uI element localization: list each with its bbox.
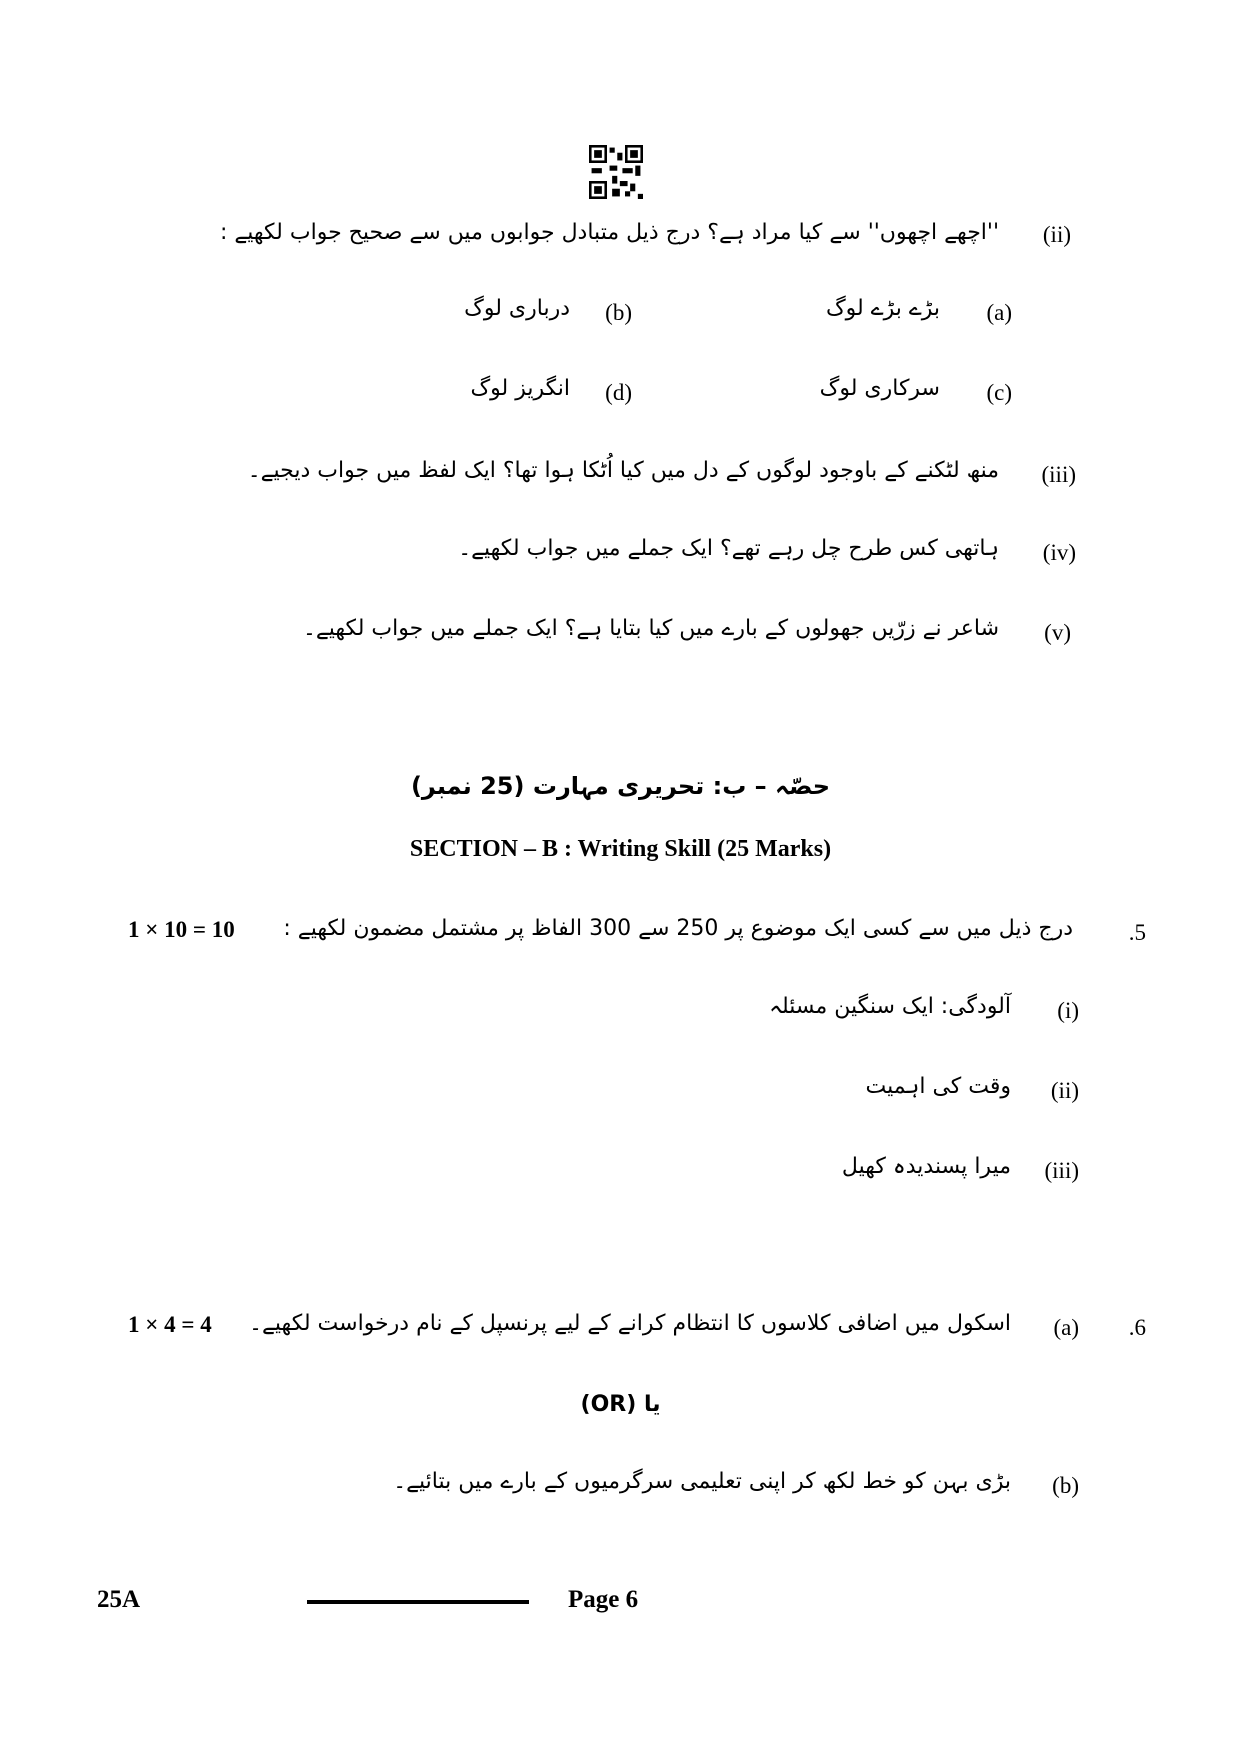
question-number: (v) bbox=[1044, 620, 1071, 645]
option-label: (b) bbox=[1052, 1473, 1079, 1498]
topic-text: آلودگی: ایک سنگین مسئلہ bbox=[769, 994, 1011, 1019]
option-label: (a) bbox=[1053, 1315, 1079, 1340]
footer-divider bbox=[307, 1600, 529, 1604]
option-text: سرکاری لوگ bbox=[819, 376, 940, 401]
option-label: (d) bbox=[605, 380, 632, 405]
option-text: انگریز لوگ bbox=[470, 376, 570, 401]
qr-code-icon bbox=[589, 145, 643, 199]
question-text: شاعر نے زرّیں جھولوں کے بارے میں کیا بتایا ہے؟ ایک جملے میں جواب لکھیے۔ bbox=[303, 616, 999, 641]
marks-allocation: 1 × 10 = 10 bbox=[128, 917, 235, 942]
question-text: ہاتھی کس طرح چل رہے تھے؟ ایک جملے میں جواب لکھیے۔ bbox=[458, 536, 999, 561]
option-text: بڑے بڑے لوگ bbox=[825, 296, 940, 321]
or-separator: یا (OR) bbox=[580, 1392, 661, 1417]
paper-code: 25A bbox=[97, 1586, 141, 1613]
option-label: (a) bbox=[986, 300, 1012, 325]
question-text: ''اچھے اچھوں'' سے کیا مراد ہے؟ درج ذیل متبادل جوابوں میں سے صحیح جواب لکھیے : bbox=[219, 220, 999, 245]
topic-number: (ii) bbox=[1050, 1078, 1079, 1103]
topic-text: وقت کی اہمیت bbox=[865, 1074, 1011, 1099]
question-text: منھ لٹکنے کے باوجود لوگوں کے دل میں کیا اُٹکا ہوا تھا؟ ایک لفظ میں جواب دیجیے۔ bbox=[247, 458, 999, 483]
option-text: درباری لوگ bbox=[464, 296, 570, 321]
question-text: بڑی بہن کو خط لکھ کر اپنی تعلیمی سرگرمیوں کے بارے میں بتائیے۔ bbox=[393, 1469, 1011, 1494]
question-number: (ii) bbox=[1042, 222, 1071, 247]
option-label: (c) bbox=[986, 380, 1012, 405]
question-number: .6 bbox=[1128, 1315, 1146, 1340]
question-number: (iv) bbox=[1042, 540, 1076, 565]
section-title-urdu: حصّہ – ب: تحریری مہارت (25 نمبر) bbox=[410, 772, 831, 800]
section-title-english: SECTION – B : Writing Skill (25 Marks) bbox=[409, 836, 832, 862]
question-text: اسکول میں اضافی کلاسوں کا انتظام کرانے کے لیے پرنسپل کے نام درخواست لکھیے۔ bbox=[249, 1311, 1011, 1336]
page-number: Page 6 bbox=[568, 1586, 639, 1613]
topic-text: میرا پسندیدہ کھیل bbox=[841, 1154, 1011, 1179]
question-number: .5 bbox=[1128, 920, 1146, 945]
question-number: (iii) bbox=[1041, 462, 1076, 487]
marks-allocation: 1 × 4 = 4 bbox=[128, 1312, 212, 1337]
option-label: (b) bbox=[605, 300, 632, 325]
topic-number: (i) bbox=[1057, 998, 1079, 1023]
topic-number: (iii) bbox=[1044, 1158, 1079, 1183]
question-text: درج ذیل میں سے کسی ایک موضوع پر 250 سے 300 الفاظ پر مشتمل مضمون لکھیے : bbox=[283, 916, 1073, 941]
